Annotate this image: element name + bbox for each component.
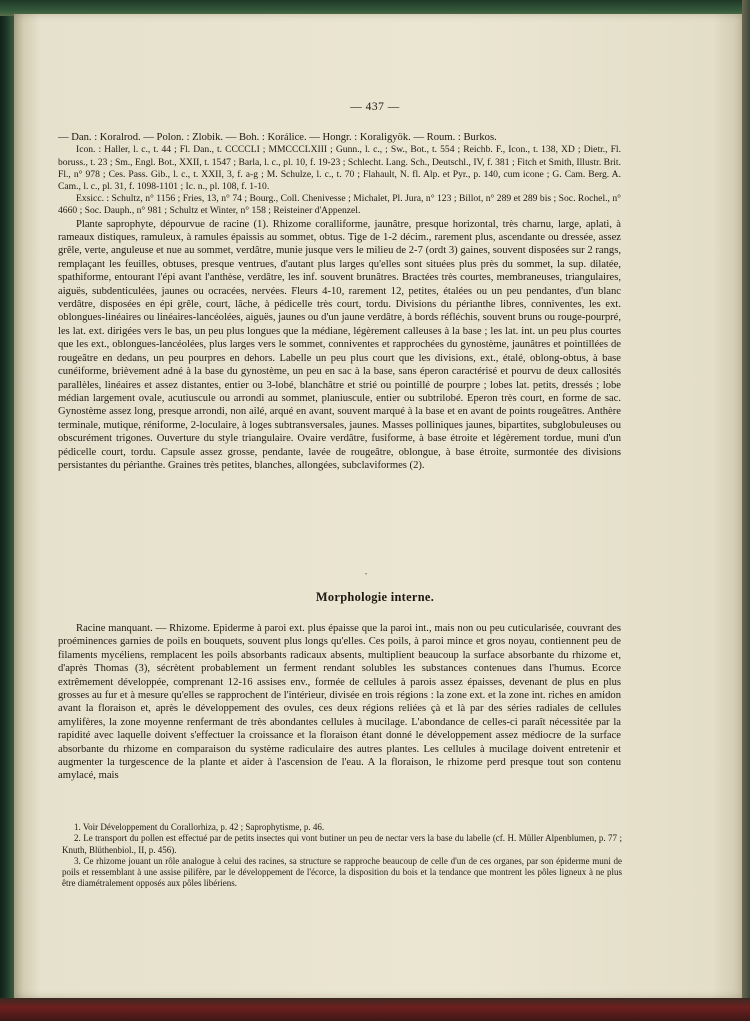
page-number: — 437 —: [350, 101, 400, 113]
book-bottom-edge: [0, 998, 750, 1021]
footnotes: [62, 822, 622, 890]
synonyms-block: [58, 131, 621, 472]
vernacular-names-line: — Dan. : Koralrod. — Polon. : Zlobik. — Boh. : Korálice. — Hongr. : Koraligyök. — Roum. : Burkos.: [58, 132, 497, 143]
footnote-3: 3. Ce rhizome jouant un rôle analogue à celui des racines, sa structure se rapproche beaucoup de celle d'un de ces organes, par son épiderme muni de poils et ressemblant à une assise pilifère, par le développement de l'écorce, la disposition du bois et la tendance que montrent les pôles ligneux à ne plus être diamétralement opposés aux pôles libériens.: [62, 855, 622, 889]
description-paragraph: Plante saprophyte, dépourvue de racine (1). Rhizome coralliforme, jaunâtre, presque horizontal, très charnu, large, aplati, à rameaux distiques, ramuleux, à ramules épaissis au sommet, obtus. Tige de 1-2 décim., rarement plus, ascendante ou dressée, assez grêle, verte, anguleuse et nue au sommet, verdâtre, munie jusque vers le milieu de 2-7 (ordt 3) gaines, souvent disposées sur 2 rangs, remplaçant les feuilles, obtuses, presque ventrues, d'autant plus larges qu'elles sont situées plus près du sommet, la sup. dilatée, spathiforme, entourant l'épi avant l'anthèse, verdâtre, les inf. souvent brunâtres. Bractées très courtes, membraneuses, triangulaires, aiguës, subdenticulées, jaunes ou ocracées, nervées. Fleurs 4-10, rarement 12, petites, étalées ou un peu pendantes, d'un blanc verdâtre, disposées en épi grêle, court, lâche, à pédicelle très court, tordu. Divisions du périanthe libres, conniventes, les ext. oblongues-linéaires ou linéaires-lancéolées, aiguës, jaunes ou d'un jaune verdâtre, à bords réfléchis, souvent bruns ou rouge-pourpré, les lat. ext. dirigées vers le bas, un peu plus longues que la médiane, légèrement calleuses à la base ; les lat. int. un peu plus courtes que les ext., oblongues-lancéolées, plus larges vers le sommet, conniventes et rapprochées du gynostème, jaunâtres et pointillées de rougeâtre en dedans, un peu pourpres en dehors. Labelle un peu plus court que les divisions, ext., étalé, oblong-obtus, à base cunéiforme, brièvement adné à la base du gynostème, un peu en sac à la base, sans éperon caractérisé et pourvu de deux callosités parallèles, linéaires et assez distantes, entier ou 3-lobé, blanchâtre et strié ou pointillé de pourpre ; lobes lat. petits, dressés ; lobe médian largement ovale, acutiuscule ou arrondi au sommet, planiuscule, entier ou subtrilobé. Eperon très court, en forme de sac. Gynostème assez long, presque arrondi, non ailé, arqué en avant, souvent marqué à la base et en avant de points rougeâtres. Anthère terminale, mutique, réniforme, 2-loculaire, à loges subtransversales, jaunes. Masses polliniques jaunes, bipartites, subglobuleuses ou obscurément trigones. Ouverture du style triangulaire. Ovaire verdâtre, fusiforme, à base étroite et légèrement tordue, muni d'un pédicelle court, tordu. Capsule assez grosse, pendante, lavée de rougeâtre, oblongue, à base étroite, surmontée des divisions persistantes du périanthe. Graines très petites, blanches, allongées, subclaviformes (2).: [58, 218, 621, 471]
footnote-2: 2. Le transport du pollen est effectué par de petits insectes qui vont butiner un peu de nectar vers la base du labelle (cf. H. Müller Alpenblumen, p. 77 ; Knuth, Blüthenbiol., II, p. 456).: [62, 833, 622, 855]
morphology-paragraph: Racine manquant. — Rhizome. Epiderme à paroi ext. plus épaisse que la paroi int., mais non ou peu cuticularisée, couvrant des proéminences garnies de poils en bouquets, souvent plus longs qu'elles. Ces poils, à paroi mince et gros noyau, contiennent peu de filaments mycéliens, remplacent les poils absorbants radicaux absents, multiplient beaucoup la surface absorbante du rhizome et, d'après Thomas (3), sécrètent probablement un ferment rendant solubles les substances contenues dans l'humus. Ecorce extrêmement développée, comprenant 12-16 assises env., formée de cellules à parois assez épaisses, devenant de plus en plus grosses au fur et à mesure qu'elles se rapprochent de l'intérieur, divisée en trois régions : la zone ext. et la zone int. riches en amidon avant la floraison et, après le développement des ovules, ces deux régions reliées çà et là par des séries radiales de cellules amylifères, la zone moyenne renfermant de très abondantes cellules à mucilage. L'abondance de celles-ci paraît nécessitée par la rapidité avec laquelle doivent s'effectuer la croissance et la floraison étant donné le développement assez médiocre de la surface absorbante du rhizome en comparaison du système radiculaire des autres plantes. Les cellules à mucilage doivent entretenir et augmenter la turgescence de la plante et aider à l'ascension de l'eau. A la floraison, le rhizome perd presque tout son contenu amylacé, mais: [58, 623, 621, 782]
book-right-edge: [742, 0, 750, 1021]
morphology-block: [58, 622, 621, 783]
exsiccata-paragraph: Exsicc. : Schultz, n° 1156 ; Fries, 13, n° 74 ; Bourg., Coll. Chenivesse ; Michalet, Pl. Jura, n° 123 ; Billot, n° 289 et 289 bis ; Soc. Rochel., n° 4660 ; Soc. Dauph., n° 981 ; Schultz et Winter, n° 158 ; Reisteiner d'Appenzel.: [58, 193, 621, 217]
footnote-1: 1. Voir Développement du Corallorhiza, p. 42 ; Saprophytisme, p. 46.: [74, 822, 325, 832]
section-heading: Morphologie interne.: [315, 590, 435, 604]
iconography-paragraph: Icon. : Haller, l. c., t. 44 ; Fl. Dan., t. CCCCLI ; MMCCCLXIII ; Gunn., l. c., ; Sw., Bot., t. 554 ; Reichb. F., Icon., t. 138, XD ; Dietr., Fl. boruss., t. 23 ; Sm., Engl. Bot., XXII, t. 1547 ; Barla, l. c., pl. 10, f. 19-23 ; Schlecht. Lang. Sch., Deutschl., IV, f. 381 ; Fitch et Smith, Illustr. Brit. Fl., n° 978 ; Ces. Pass. Gib., l. c., t. XXII, 3, f. a-g ; M. Schulze, l. c., t. 70 ; Flahault, N. fl. Alp. et Pyr., p. 140, cum icone ; G. Cam. Berg. A. Cam., l. c., pl. 31, f. 1098-1101 ; Ic. n., pl. 108, f. 1-10.: [58, 144, 621, 193]
heading-dot-mark: •: [365, 572, 368, 578]
